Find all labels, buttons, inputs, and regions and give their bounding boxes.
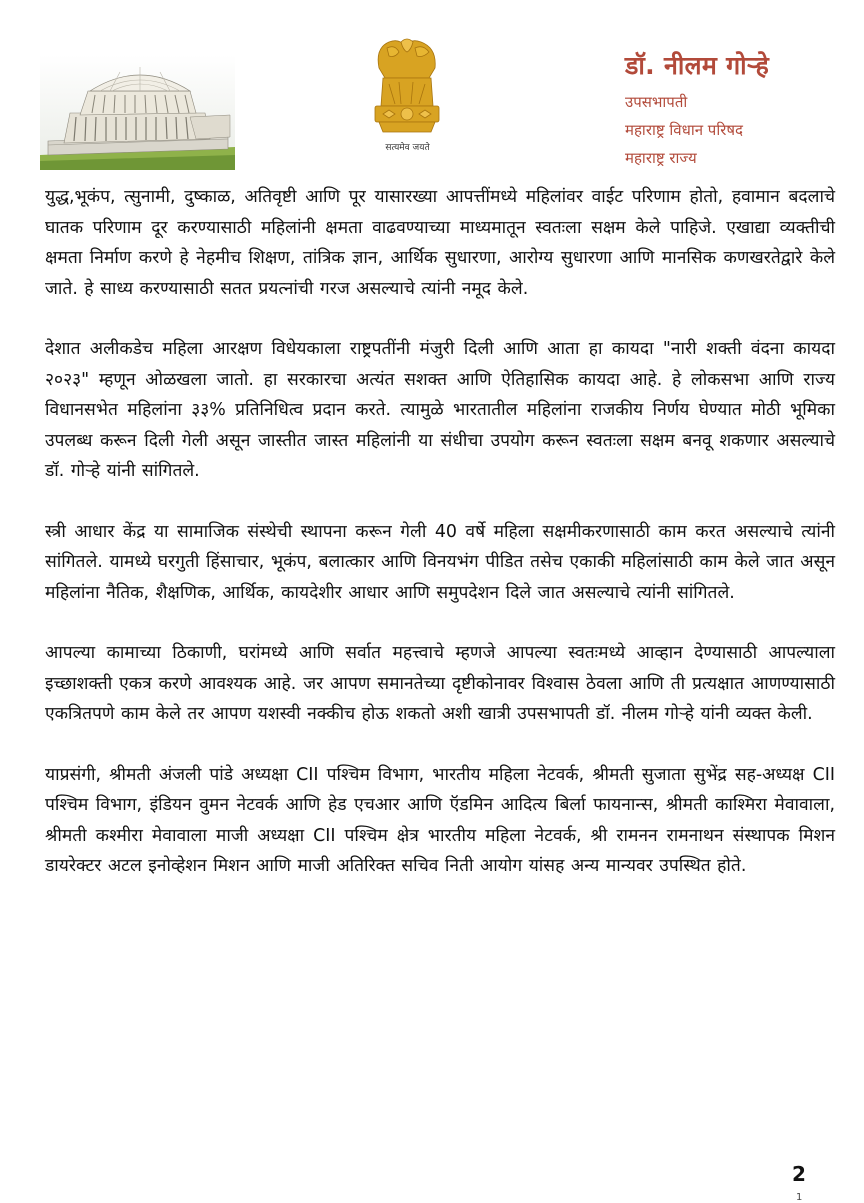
council-name: महाराष्ट्र विधान परिषद (625, 121, 743, 139)
letterhead-header (0, 0, 864, 180)
paragraph-stree-aadhar: स्त्री आधार केंद्र या सामाजिक संस्थेची स्थापना करून गेली 40 वर्षे महिला सक्षमीकरणासाठी काम करत असल्याचे त्यांनी सांगितले. यामध्ये घरगुती हिंसाचार, भूकंप, बलात्कार आणि विनयभंग पीडित तसेच एकाकी महिलांसाठी काम केले जात असून महिलांना नैतिक, शैक्षणिक, आर्थिक, कायदेशीर आधार आणि समुपदेशन दिले जात असल्याचे त्यांनी सांगितले. (45, 521, 835, 603)
paragraph-disaster-impact: युद्ध,भूकंप, त्सुनामी, दुष्काळ, अतिवृष्टी आणि पूर यासारख्या आपत्तींमध्ये महिलांवर वाईट परिणाम होतो, हवामान बदलाचे घातक परिणाम दूर करण्यासाठी महिलांनी क्षमता वाढवण्याच्या माध्यमातून स्वतःला सक्षम केले पाहिजे. एखाद्या व्यक्तीची क्षमता निर्माण करणे हे नेहमीच शिक्षण, तांत्रिक ज्ञान, आर्थिक सुधारणा, आरोग्य सुधारणा आणि मानसिक कणखरतेद्वारे केले जाते. हे साध्य करण्यासाठी सतत प्रयत्नांची गरज असल्याचे त्यांनी नमूद केले. (45, 187, 835, 299)
page-number: 2 (792, 1162, 806, 1186)
official-designation: उपसभापती (625, 93, 688, 111)
paragraph-dignitaries: याप्रसंगी, श्रीमती अंजली पांडे अध्यक्षा CII पश्चिम विभाग, भारतीय महिला नेटवर्क, श्रीमती सुजाता सुभेंद्र सह-अध्यक्ष CII पश्चिम विभाग, इंडियन वुमन नेटवर्क आणि हेड एचआर आणि ऍडमिन आदित्य बिर्ला फायनान्स, श्रीमती काश्मिरा मेवावाला, श्रीमती कश्मीरा मेवावाला माजी अध्यक्षा CII पश्चिम क्षेत्र भारतीय महिला नेटवर्क, श्री रामनन रामनाथन संस्थापक मिशन डायरेक्टर अटल इनोव्हेशन मिशन आणि माजी अतिरिक्त सचिव निती आयोग यांसह अन्य मान्यवर उपस्थित होते. (45, 764, 835, 876)
emblem-motto: सत्यमेव जयते (385, 143, 430, 153)
official-name: डॉ. नीलम गोऱ्हे (625, 51, 770, 80)
paragraph-willpower: आपल्या कामाच्या ठिकाणी, घरांमध्ये आणि सर्वात महत्त्वाचे म्हणजे आपल्या स्वतःमध्ये आव्हान देण्यासाठी आपल्याला इच्छाशक्ती एकत्र करणे आवश्यक आहे. जर आपण समानतेच्या दृष्टीकोनावर विश्वास ठेवला आणि ती प्रत्यक्षात आणण्यासाठी एकत्रितपणे काम केले तर आपण यशस्वी नक्कीच होऊ शकतो अशी खात्री उपसभापती डॉ. नीलम गोऱ्हे यांनी व्यक्त केली. (45, 643, 835, 724)
letterhead-block (625, 48, 855, 176)
document-body (45, 182, 835, 912)
page-tick-mark: 1 (796, 1192, 803, 1203)
paragraph-reservation-act: देशात अलीकडेच महिला आरक्षण विधेयकाला राष्ट्रपतींनी मंजुरी दिली आणि आता हा कायदा "नारी शक्ती वंदना कायदा २०२३" म्हणून ओळखला जातो. हा सरकारचा अत्यंत सशक्त आणि ऐतिहासिक कायदा आहे. हे लोकसभा आणि राज्य विधानसभेत महिलांना ३३% प्रतिनिधित्व प्रदान करते. त्यामुळे भारतातील महिलांना राजकीय निर्णय घेण्यात मोठी भूमिका उपलब्ध करून दिली गेली असून जास्तीत जास्त महिलांनी या संधीचा उपयोग करून स्वतःला सक्षम बनवू शकणार असल्याचे डॉ. गोऱ्हे यांनी सांगितले. (45, 339, 835, 481)
national-emblem-logo (365, 28, 450, 158)
vidhan-bhavan-building-logo (40, 55, 235, 170)
state-name: महाराष्ट्र राज्य (625, 149, 697, 167)
